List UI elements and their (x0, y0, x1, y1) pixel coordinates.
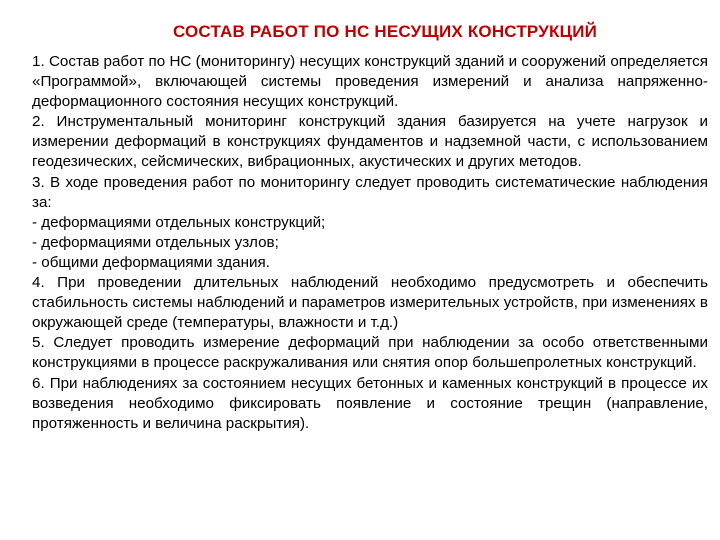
body-text (32, 52, 708, 434)
paragraph-1: 1. Состав работ по НС (мониторингу) несущих конструкций зданий и сооружений определяется «Программой», включающей системы проведения измерений и анализа напряженно-деформационного состояния несущих конструкций. (32, 53, 708, 111)
paragraph-2: 2. Инструментальный мониторинг конструкций здания базируется на учете нагрузок и измерении деформаций в конструкциях фундаментов и надземной части, с использованием геодезических, сейсмических, вибрационных, акустических и других методов. (32, 113, 708, 171)
paragraph-5: 5. Следует проводить измерение деформаций при наблюдении за особо ответственными конструкциями в процессе раскружаливания или снятия опор большепролетных конструкций. (32, 334, 708, 372)
slide-title: СОСТАВ РАБОТ ПО НС НЕСУЩИХ КОНСТРУКЦИЙ (172, 22, 598, 41)
paragraph-6: 6. При наблюдениях за состоянием несущих бетонных и каменных конструкций в процессе их возведения необходимо фиксировать появление и состояние трещин (направление, протяженность и величина раскрытия). (32, 374, 708, 432)
list-item-nodes: - деформациями отдельных узлов; (32, 233, 279, 251)
paragraph-4: 4. При проведении длительных наблюдений необходимо предусмотреть и обеспечить стабильность системы наблюдений и параметров измерительных устройств, при изменениях в окружающей среде (температуры, влажности и т.д.) (32, 274, 708, 332)
list-item-building: - общими деформациями здания. (32, 253, 270, 271)
list-item-structures: - деформациями отдельных конструкций; (32, 213, 326, 231)
paragraph-3: 3. В ходе проведения работ по мониторингу следует проводить систематические наблюдения за: (32, 173, 708, 211)
